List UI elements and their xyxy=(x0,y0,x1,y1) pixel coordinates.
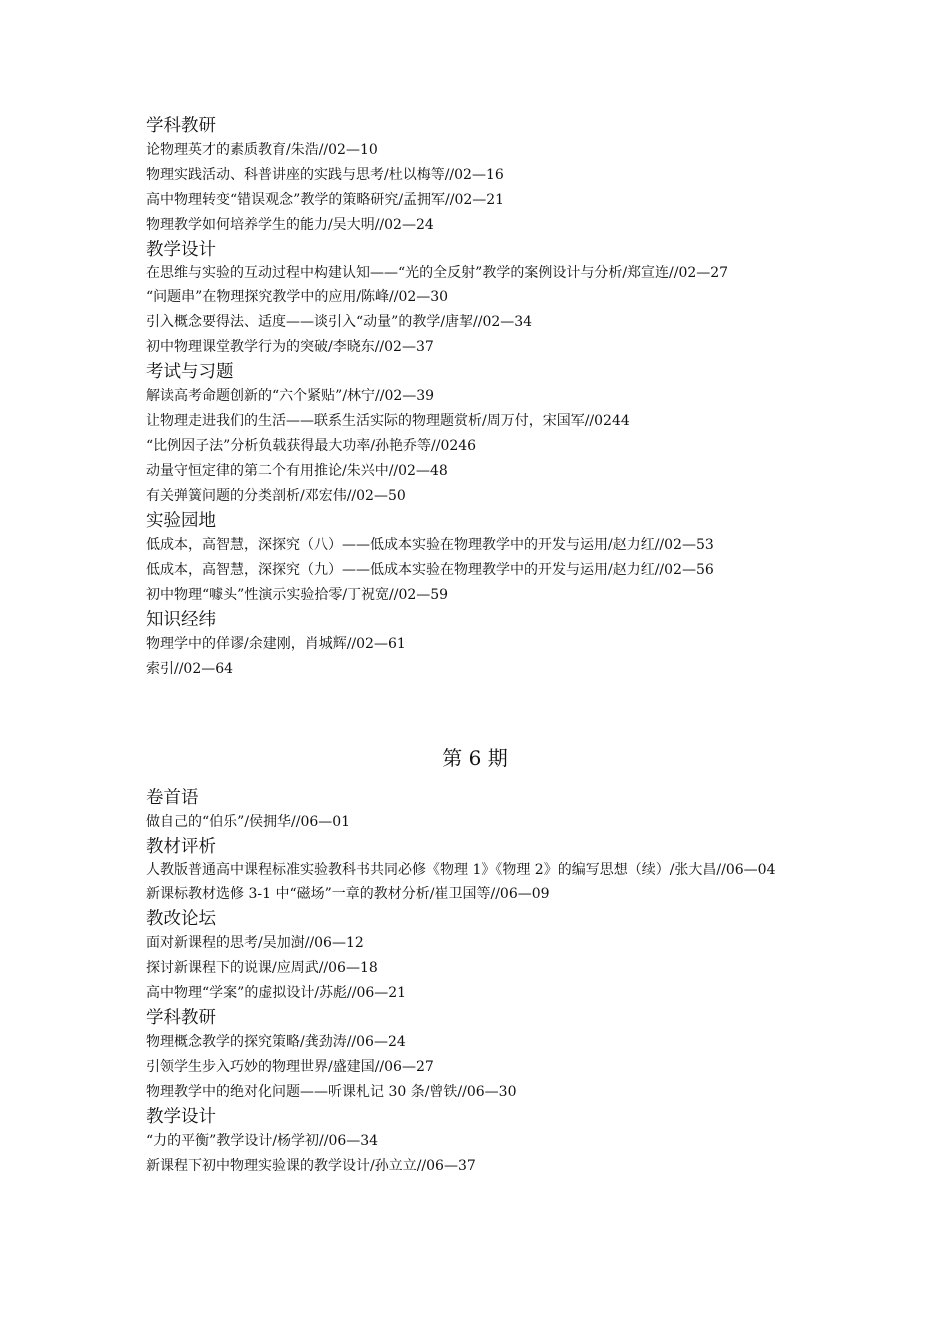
toc-entry: 人教版普通高中课程标准实验教科书共同必修《物理 1》《物理 2》的编写思想（续）/张大昌//06—04 xyxy=(146,862,776,878)
issue-title: 第 6 期 xyxy=(442,746,508,770)
section-heading: 实验园地 xyxy=(146,511,216,531)
toc-entry: 面对新课程的思考/吴加澍//06—12 xyxy=(146,935,364,951)
section-heading: 知识经纬 xyxy=(146,610,216,630)
toc-entry: 物理教学如何培养学生的能力/吴大明//02—24 xyxy=(146,217,434,233)
toc-entry: 新课标教材选修 3-1 中“磁场”一章的教材分析/崔卫国等//06—09 xyxy=(146,886,550,902)
toc-entry: 做自己的“伯乐”/侯拥华//06—01 xyxy=(146,814,351,830)
toc-part-1 xyxy=(146,114,814,682)
section-heading: 教改论坛 xyxy=(146,909,216,929)
toc-entry: 高中物理“学案”的虚拟设计/苏彪//06—21 xyxy=(146,985,407,1001)
section-heading: 卷首语 xyxy=(146,788,199,808)
toc-entry: 解读高考命题创新的“六个紧贴”/林宁//02—39 xyxy=(146,388,435,404)
toc-entry: 引领学生步入巧妙的物理世界/盛建国//06—27 xyxy=(146,1059,434,1075)
toc-entry: 探讨新课程下的说课/应周武//06—18 xyxy=(146,960,378,976)
toc-entry: 引入概念要得法、适度——谈引入“动量”的教学/唐挈//02—34 xyxy=(146,314,533,330)
section-heading: 教学设计 xyxy=(146,240,216,260)
toc-entry: “问题串”在物理探究教学中的应用/陈峰//02—30 xyxy=(146,289,449,305)
toc-entry: 物理实践活动、科普讲座的实践与思考/杜以梅等//02—16 xyxy=(146,167,504,183)
section-heading: 考试与习题 xyxy=(146,362,234,382)
toc-entry: 索引//02—64 xyxy=(146,661,234,677)
toc-entry: 高中物理转变“错误观念”教学的策略研究/孟拥军//02—21 xyxy=(146,192,505,208)
section-heading: 学科教研 xyxy=(146,116,216,136)
toc-entry: 论物理英才的素质教育/朱浩//02—10 xyxy=(146,142,378,158)
toc-entry: 在思维与实验的互动过程中构建认知——“光的全反射”教学的案例设计与分析/郑宣连//02—27 xyxy=(146,265,729,281)
section-heading: 学科教研 xyxy=(146,1008,216,1028)
toc-entry: 让物理走进我们的生活——联系生活实际的物理题赏析/周万付，宋国军//0244 xyxy=(146,413,630,429)
toc-entry: “力的平衡”教学设计/杨学初//06—34 xyxy=(146,1133,379,1149)
toc-entry: 物理学中的佯谬/余建刚，肖城辉//02—61 xyxy=(146,636,406,652)
toc-entry: “比例因子法”分析负载获得最大功率/孙艳乔等//0246 xyxy=(146,438,477,454)
toc-entry: 初中物理“噱头”性演示实验拾零/丁祝宽//02—59 xyxy=(146,587,449,603)
toc-entry: 低成本，高智慧，深探究（八）——低成本实验在物理教学中的开发与运用/赵力红//02—53 xyxy=(146,537,714,553)
toc-part-2 xyxy=(146,786,814,1179)
toc-entry: 有关弹簧问题的分类剖析/邓宏伟//02—50 xyxy=(146,488,406,504)
toc-entry: 动量守恒定律的第二个有用推论/朱兴中//02—48 xyxy=(146,463,448,479)
toc-entry: 初中物理课堂教学行为的突破/李晓东//02—37 xyxy=(146,339,434,355)
toc-entry: 物理概念教学的探究策略/龚劲涛//06—24 xyxy=(146,1034,406,1050)
section-heading: 教学设计 xyxy=(146,1107,216,1127)
toc-entry: 低成本，高智慧，深探究（九）——低成本实验在物理教学中的开发与运用/赵力红//02—56 xyxy=(146,562,714,578)
section-heading: 教材评析 xyxy=(146,837,216,857)
toc-entry: 新课程下初中物理实验课的教学设计/孙立立//06—37 xyxy=(146,1158,476,1174)
toc-entry: 物理教学中的绝对化问题——听课札记 30 条/曾铁//06—30 xyxy=(146,1084,517,1100)
